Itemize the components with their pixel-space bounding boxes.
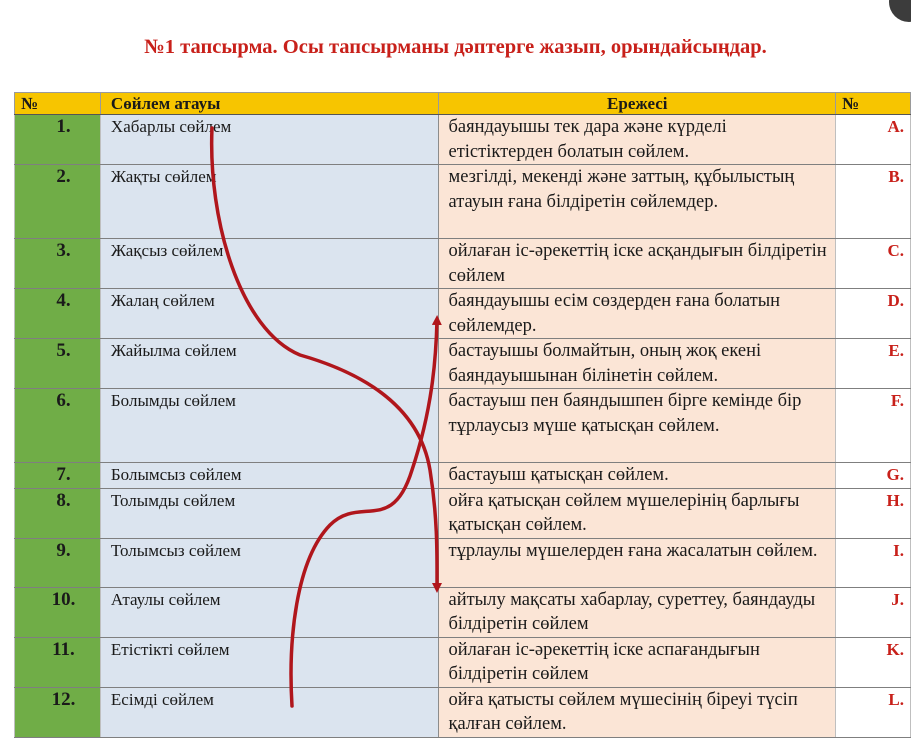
table-header-row bbox=[15, 93, 911, 115]
sentence-rule: айтылу мақсаты хабарлау, суреттеу, баяндауды білдіретін сөйлем bbox=[439, 587, 836, 637]
sentence-name: Хабарлы сөйлем bbox=[100, 115, 439, 165]
sentence-name: Жақсыз сөйлем bbox=[100, 239, 439, 289]
sentence-rule: ойлаған іс-әрекеттің іске асқандығын білдіретін сөйлем bbox=[439, 239, 836, 289]
table-row bbox=[15, 463, 911, 489]
page-title: №1 тапсырма. Осы тапсырманы дәптерге жазып, орындайсыңдар. bbox=[144, 36, 767, 58]
row-number: 9. bbox=[15, 538, 101, 587]
sentence-rule: бастауыш қатысқан сөйлем. bbox=[439, 463, 836, 489]
row-number: 10. bbox=[15, 587, 101, 637]
sentence-rule: тұрлаулы мүшелерден ғана жасалатын сөйлем. bbox=[439, 538, 836, 587]
sentence-rule: ойға қатысқан сөйлем мүшелерінің барлығы қатысқан сөйлем. bbox=[439, 488, 836, 538]
row-number: 5. bbox=[15, 339, 101, 389]
rule-letter: C. bbox=[836, 239, 911, 289]
rule-letter: F. bbox=[836, 389, 911, 463]
row-number: 6. bbox=[15, 389, 101, 463]
sentence-name: Толымсыз сөйлем bbox=[100, 538, 439, 587]
sentence-name: Жалаң сөйлем bbox=[100, 289, 439, 339]
header-letter: № bbox=[836, 93, 911, 115]
sentence-rule: баяндауышы тек дара және күрделі етістіктерден болатын сөйлем. bbox=[439, 115, 836, 165]
sentence-rule: бастауыш пен баяндышпен бірге кемінде бір тұрлаусыз мүше қатысқан сөйлем. bbox=[439, 389, 836, 463]
table-row bbox=[15, 165, 911, 239]
table-row bbox=[15, 239, 911, 289]
row-number: 11. bbox=[15, 637, 101, 687]
rule-letter: H. bbox=[836, 488, 911, 538]
row-number: 4. bbox=[15, 289, 101, 339]
sentence-rule: баяндауышы есім сөздерден ғана болатын сөйлемдер. bbox=[439, 289, 836, 339]
rule-letter: B. bbox=[836, 165, 911, 239]
table-row bbox=[15, 587, 911, 637]
row-number: 2. bbox=[15, 165, 101, 239]
sentence-name: Болымсыз сөйлем bbox=[100, 463, 439, 489]
table-row bbox=[15, 115, 911, 165]
table-row bbox=[15, 389, 911, 463]
sentence-rule: ойлаған іс-әрекеттің іске аспағандығын білдіретін сөйлем bbox=[439, 637, 836, 687]
sentence-name: Жайылма сөйлем bbox=[100, 339, 439, 389]
table-row bbox=[15, 687, 911, 737]
sentence-name: Етістікті сөйлем bbox=[100, 637, 439, 687]
table-row bbox=[15, 637, 911, 687]
table-row bbox=[15, 538, 911, 587]
table-row bbox=[15, 339, 911, 389]
matching-table bbox=[14, 92, 911, 738]
rule-letter: L. bbox=[836, 687, 911, 737]
corner-mark bbox=[889, 0, 911, 22]
sentence-name: Болымды сөйлем bbox=[100, 389, 439, 463]
rule-letter: D. bbox=[836, 289, 911, 339]
row-number: 12. bbox=[15, 687, 101, 737]
row-number: 7. bbox=[15, 463, 101, 489]
sentence-rule: ойға қатысты сөйлем мүшесінің біреуі түсіп қалған сөйлем. bbox=[439, 687, 836, 737]
rule-letter: G. bbox=[836, 463, 911, 489]
table-row bbox=[15, 488, 911, 538]
row-number: 1. bbox=[15, 115, 101, 165]
rule-letter: J. bbox=[836, 587, 911, 637]
rule-letter: I. bbox=[836, 538, 911, 587]
header-rule: Ережесі bbox=[439, 93, 836, 115]
header-number: № bbox=[15, 93, 101, 115]
rule-letter: K. bbox=[836, 637, 911, 687]
sentence-name: Толымды сөйлем bbox=[100, 488, 439, 538]
sentence-rule: мезгілді, мекенді және заттың, құбылыстың атауын ғана білдіретін сөйлемдер. bbox=[439, 165, 836, 239]
sentence-name: Атаулы сөйлем bbox=[100, 587, 439, 637]
table-row bbox=[15, 289, 911, 339]
sentence-name: Есімді сөйлем bbox=[100, 687, 439, 737]
header-sentence-name: Сөйлем атауы bbox=[100, 93, 439, 115]
sentence-rule: бастауышы болмайтын, оның жоқ екені баяндауышынан білінетін сөйлем. bbox=[439, 339, 836, 389]
row-number: 3. bbox=[15, 239, 101, 289]
rule-letter: A. bbox=[836, 115, 911, 165]
rule-letter: E. bbox=[836, 339, 911, 389]
row-number: 8. bbox=[15, 488, 101, 538]
sentence-name: Жақты сөйлем bbox=[100, 165, 439, 239]
